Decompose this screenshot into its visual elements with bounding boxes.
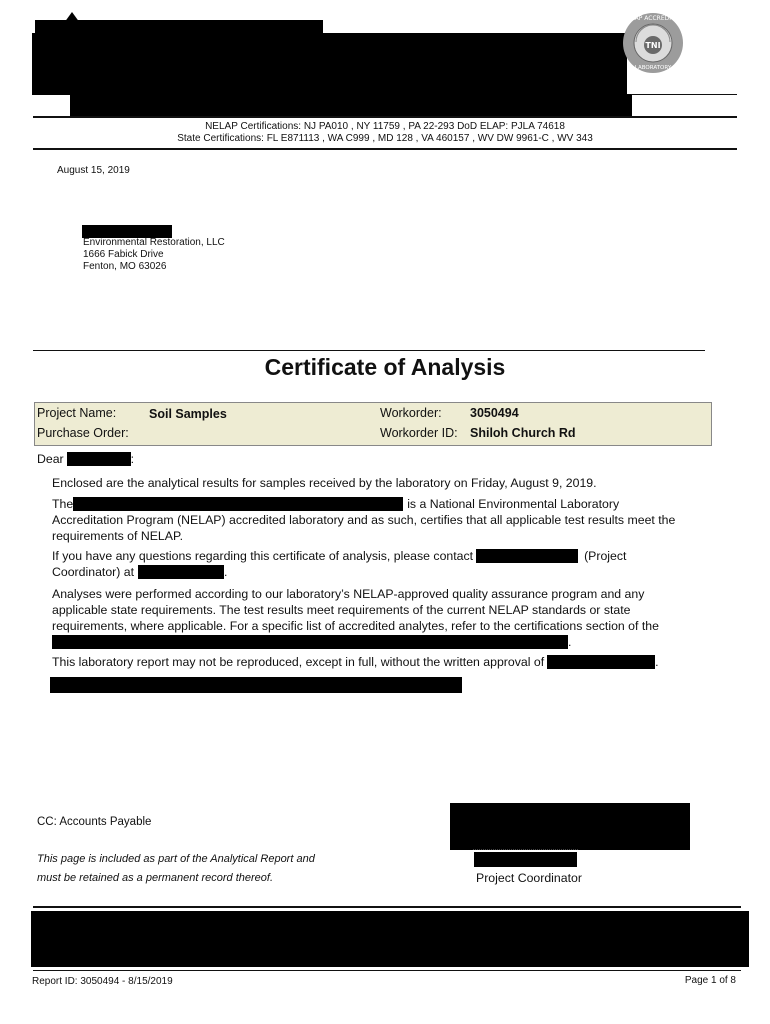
seal-top-text: NELAP ACCREDITED bbox=[622, 15, 684, 22]
report-id: Report ID: 3050494 - 8/15/2019 bbox=[32, 976, 173, 987]
paragraph-contact-period: . bbox=[224, 565, 228, 579]
signature-dotted-line bbox=[473, 849, 578, 850]
header-divider bbox=[631, 94, 737, 95]
redacted-footer bbox=[31, 911, 749, 967]
paragraph-contact-line2: Coordinator) at bbox=[52, 565, 135, 579]
recipient-address bbox=[83, 237, 225, 273]
purchase-order-label: Purchase Order: bbox=[37, 426, 129, 440]
redacted-contact-info bbox=[138, 565, 224, 579]
salutation-colon: : bbox=[130, 452, 135, 466]
retain-note bbox=[37, 850, 315, 888]
paragraph-qa-line3: requirements, where applicable. For a specific list of accredited analytes, refer to the certifications section of the bbox=[52, 619, 659, 633]
project-name-label: Project Name: bbox=[37, 406, 117, 420]
paragraph-contact-start: If you have any questions regarding this certificate of analysis, please contact bbox=[52, 549, 474, 563]
paragraph-nelap-mid: is a National Environmental Laboratory bbox=[407, 497, 620, 511]
redacted-coordinator bbox=[476, 549, 578, 563]
redacted-letterhead bbox=[32, 33, 627, 95]
redacted-certification-ref bbox=[52, 635, 568, 649]
seal-bottom-text: LABORATORY bbox=[634, 65, 672, 71]
paragraph-nelap-line3: requirements of NELAP. bbox=[52, 529, 184, 543]
workorder-id-value: Shiloh Church Rd bbox=[470, 426, 576, 440]
title-divider bbox=[33, 350, 705, 351]
paragraph-contact bbox=[52, 548, 712, 580]
paragraph-nelap-line2: Accreditation Program (NELAP) accredited laboratory and as such, certifies that all applicable test results meet the bbox=[52, 513, 676, 527]
recipient-city: Fenton, MO 63026 bbox=[83, 261, 167, 272]
paragraph-qa bbox=[52, 586, 712, 650]
redacted-lab-name bbox=[73, 497, 403, 511]
redacted-recipient bbox=[67, 452, 131, 466]
paragraph-nelap-start: The bbox=[52, 497, 74, 511]
salutation bbox=[37, 451, 134, 467]
workorder-label: Workorder: bbox=[380, 406, 442, 420]
redacted-letterhead bbox=[70, 94, 632, 116]
paragraph-qa-line2: applicable state requirements. The test results meet requirements of the current NELAP standards or state bbox=[52, 603, 631, 617]
header-divider bbox=[33, 116, 737, 118]
redacted-line bbox=[50, 677, 462, 693]
recipient-street: 1666 Fabick Drive bbox=[83, 249, 164, 260]
redacted-approver bbox=[547, 655, 655, 669]
nelap-accredited-seal bbox=[622, 12, 684, 74]
project-info-box bbox=[34, 402, 712, 446]
paragraph-qa-line1: Analyses were performed according to our laboratory’s NELAP-approved quality assurance program and any bbox=[52, 587, 645, 601]
cc-line: CC: Accounts Payable bbox=[37, 816, 152, 828]
workorder-id-label: Workorder ID: bbox=[380, 426, 458, 440]
recipient-company: Environmental Restoration, LLC bbox=[83, 237, 225, 248]
footer-divider-bottom bbox=[33, 970, 741, 971]
paragraph-reproduction-period: . bbox=[655, 655, 659, 669]
salutation-dear: Dear bbox=[37, 452, 64, 466]
letter-date: August 15, 2019 bbox=[57, 165, 130, 176]
paragraph-reproduction bbox=[52, 654, 712, 670]
certifications-divider bbox=[33, 148, 737, 150]
paragraph-nelap bbox=[52, 496, 712, 544]
workorder-value: 3050494 bbox=[470, 406, 519, 420]
page-title: Certificate of Analysis bbox=[264, 354, 506, 380]
logo-triangle-icon bbox=[56, 12, 88, 34]
project-name-value: Soil Samples bbox=[149, 407, 227, 421]
nelap-certifications: NELAP Certifications: NJ PA010 , NY 11759 , PA 22-293 DoD ELAP: PJLA 74618 bbox=[205, 121, 565, 132]
signature-title: Project Coordinator bbox=[476, 871, 582, 885]
certifications-block bbox=[0, 121, 770, 145]
state-certifications: State Certifications: FL E871113 , WA C999 , MD 128 , VA 460157 , WV DW 9961-C , WV 343 bbox=[177, 133, 593, 144]
redacted-signer-name bbox=[474, 852, 577, 867]
footer-divider bbox=[33, 906, 741, 908]
retain-note-line1: This page is included as part of the Analytical Report and bbox=[37, 853, 315, 865]
paragraph-received: Enclosed are the analytical results for samples received by the laboratory on Friday, August 9, 2019. bbox=[52, 476, 597, 490]
retain-note-line2: must be retained as a permanent record thereof. bbox=[37, 872, 274, 884]
paragraph-qa-period: . bbox=[568, 635, 572, 649]
paragraph-contact-end: (Project bbox=[584, 549, 627, 563]
redacted-signature bbox=[450, 803, 690, 850]
paragraph-reproduction-text: This laboratory report may not be reproduced, except in full, without the written approval of bbox=[52, 655, 545, 669]
seal-center-text: TNI bbox=[645, 41, 661, 50]
page-number: Page 1 of 8 bbox=[684, 975, 736, 986]
